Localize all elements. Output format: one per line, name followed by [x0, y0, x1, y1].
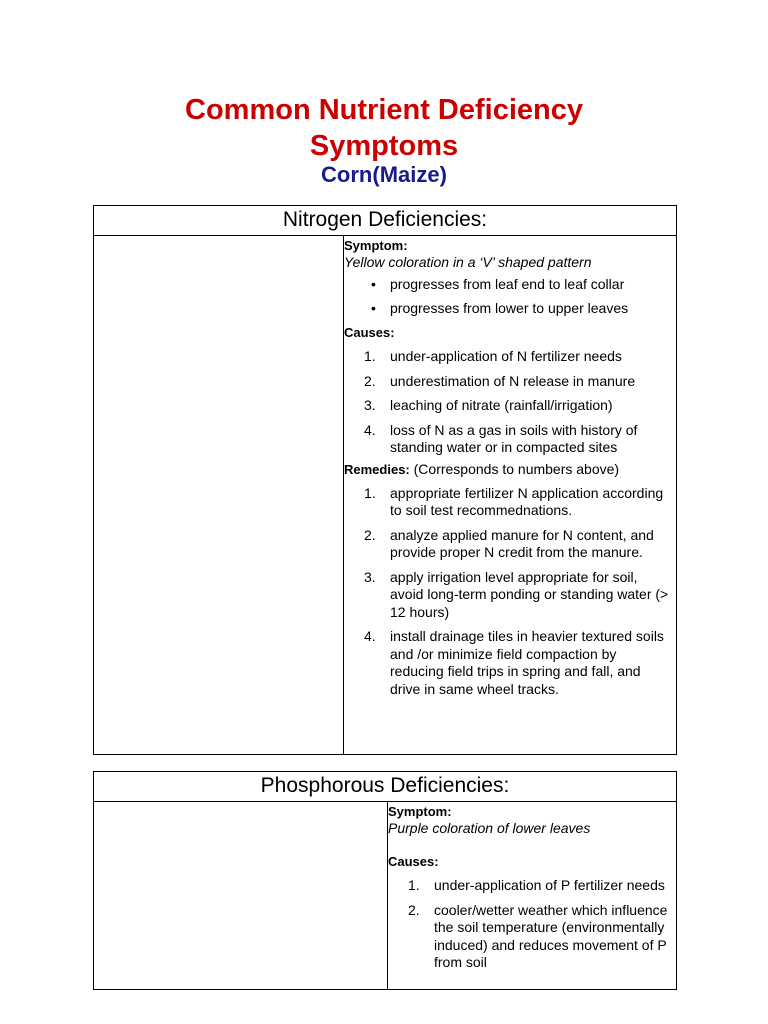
phosphorous-symptom-label: Symptom:	[388, 804, 452, 819]
nitrogen-causes-label: Causes:	[344, 325, 395, 340]
list-item: 1. appropriate fertilizer N application according to soil test recommednations.	[364, 484, 664, 518]
phosphorous-causes-label: Causes:	[388, 854, 439, 869]
list-item: 2. analyze applied manure for N content, and provide proper N credit from the manure.	[364, 526, 654, 560]
nitrogen-causes-list	[344, 348, 670, 457]
nitrogen-remedies-label: Remedies:	[344, 461, 410, 477]
phosphorous-image-cell	[94, 802, 388, 990]
phosphorous-symptom-text: Purple coloration of lower leaves	[388, 820, 591, 836]
page-title-line-1: Common Nutrient Deficiency	[185, 94, 583, 126]
list-item: 4. loss of N as a gas in soils with history of standing water or in compacted sites	[364, 421, 638, 455]
phosphorous-causes-list	[388, 877, 670, 972]
list-item: 3. apply irrigation level appropriate for soil, avoid long-term ponding or standing water (> 12 hours)	[364, 568, 669, 620]
spacer	[388, 837, 670, 853]
phosphorous-text-cell	[388, 802, 676, 979]
nitrogen-symptom-label: Symptom:	[344, 238, 408, 253]
list-item: 3. leaching of nitrate (rainfall/irrigation)	[364, 397, 613, 413]
list-item: • progresses from leaf end to leaf collar	[344, 276, 670, 293]
phosphorous-heading: Phosphorous Deficiencies:	[94, 772, 676, 802]
nitrogen-symptom-text: Yellow coloration in a ‘V’ shaped pattern	[344, 254, 592, 270]
nitrogen-image-cell	[94, 236, 344, 755]
nitrogen-text-cell	[344, 236, 676, 705]
list-item: 1. under-application of P fertilizer needs	[408, 877, 665, 893]
page-title-line-2: Symptoms	[309, 130, 459, 162]
list-item: 4. install drainage tiles in heavier textured soils and /or minimize field compaction by reducing field trips in spring and fall, and drive in same wheel tracks.	[364, 628, 664, 697]
nitrogen-symptom-bullets	[344, 276, 670, 317]
list-item: 2. cooler/wetter weather which influence the soil temperature (environmentally induced) and reduces movement of P from soil	[408, 901, 668, 970]
list-item: 1. under-application of N fertilizer needs	[364, 348, 622, 364]
page-subtitle: Corn(Maize)	[321, 162, 447, 187]
nitrogen-remedies-list	[344, 485, 670, 699]
nitrogen-remedies-heading	[344, 461, 670, 478]
list-item: • progresses from lower to upper leaves	[344, 300, 670, 317]
nitrogen-heading: Nitrogen Deficiencies:	[94, 206, 676, 236]
phosphorous-section	[93, 771, 677, 990]
nitrogen-remedies-note: (Corresponds to numbers above)	[413, 460, 620, 477]
nitrogen-section	[93, 205, 677, 755]
list-item: 2. underestimation of N release in manure	[364, 372, 636, 389]
